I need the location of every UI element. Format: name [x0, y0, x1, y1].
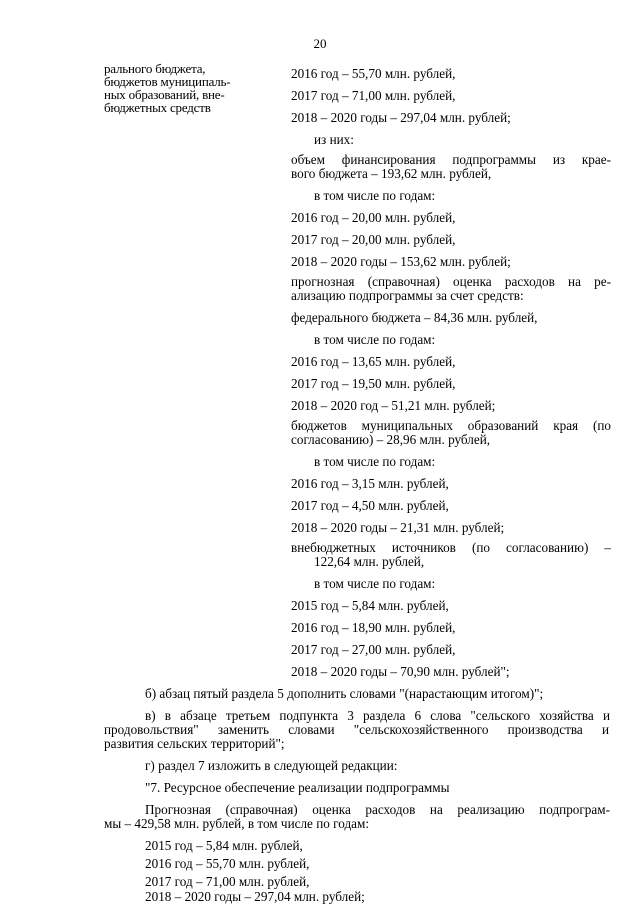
paragraph-line: г) раздел 7 изложить в следующей редакции: — [145, 758, 398, 773]
funding-line: внебюджетных источников (по согласованию) – — [291, 540, 611, 555]
funding-line: согласованию) – 28,96 млн. рублей, — [291, 432, 491, 447]
funding-line: 2017 год – 20,00 млн. рублей, — [291, 232, 456, 247]
funding-line: федерального бюджета – 84,36 млн. рублей, — [291, 310, 538, 325]
paragraph-line: Прогнозная (справочная) оценка расходов на реализацию подпрограм- — [145, 802, 610, 817]
funding-line: объем финансирования подпрограммы из крае- — [291, 152, 611, 167]
funding-line: 2016 год – 13,65 млн. рублей, — [291, 354, 456, 369]
funding-line: 122,64 млн. рублей, — [314, 554, 425, 569]
funding-line: 2016 год – 20,00 млн. рублей, — [291, 210, 456, 225]
paragraph-line: в) в абзаце третьем подпункта 3 раздела 6 слова "сельского хозяйства и — [145, 708, 610, 723]
left-cell-line: бюджетных средств — [104, 100, 211, 115]
paragraph-line: 2016 год – 55,70 млн. рублей, — [145, 856, 310, 871]
funding-line: 2018 – 2020 годы – 70,90 млн. рублей"; — [291, 664, 510, 679]
funding-line: бюджетов муниципальных образований края (по — [291, 418, 611, 433]
passport-left-cell — [104, 62, 254, 114]
funding-line: 2016 год – 55,70 млн. рублей, — [291, 66, 456, 81]
funding-line: 2016 год – 3,15 млн. рублей, — [291, 476, 449, 491]
funding-line: в том числе по годам: — [314, 454, 436, 469]
paragraph-line: 2018 – 2020 годы – 297,04 млн. рублей; — [145, 889, 365, 904]
funding-line: 2015 год – 5,84 млн. рублей, — [291, 598, 449, 613]
funding-line: 2018 – 2020 годы – 153,62 млн. рублей; — [291, 254, 511, 269]
funding-line: 2016 год – 18,90 млн. рублей, — [291, 620, 456, 635]
funding-line: 2017 год – 4,50 млн. рублей, — [291, 498, 449, 513]
paragraph-line: 2015 год – 5,84 млн. рублей, — [145, 838, 303, 853]
left-cell-line: ных образований, вне- — [104, 87, 225, 102]
funding-line: 2018 – 2020 годы – 21,31 млн. рублей; — [291, 520, 505, 535]
left-cell-line: рального бюджета, — [104, 61, 206, 76]
funding-line: в том числе по годам: — [314, 188, 436, 203]
funding-line: в том числе по годам: — [314, 332, 436, 347]
paragraph-line: развития сельских территорий"; — [104, 736, 285, 751]
section-heading: "7. Ресурсное обеспечение реализации подпрограммы — [145, 780, 450, 795]
funding-line: 2017 год – 19,50 млн. рублей, — [291, 376, 456, 391]
paragraph-line: б) абзац пятый раздела 5 дополнить словами "(нарастающим итогом)"; — [145, 686, 544, 701]
funding-line: прогнозная (справочная) оценка расходов на ре- — [291, 274, 611, 289]
funding-line: 2017 год – 27,00 млн. рублей, — [291, 642, 456, 657]
funding-line: вого бюджета – 193,62 млн. рублей, — [291, 166, 492, 181]
page-number: 20 — [313, 36, 327, 51]
funding-line: 2018 – 2020 годы – 297,04 млн. рублей; — [291, 110, 511, 125]
funding-line: в том числе по годам: — [314, 576, 436, 591]
funding-line: ализацию подпрограммы за счет средств: — [291, 288, 524, 303]
left-cell-line: бюджетов муниципаль- — [104, 74, 231, 89]
paragraph-line: мы – 429,58 млн. рублей, в том числе по годам: — [104, 816, 370, 831]
funding-line: из них: — [314, 132, 354, 147]
paragraph-line: продовольствия" заменить словами "сельскохозяйственного производства и — [104, 722, 609, 737]
funding-line: 2018 – 2020 год – 51,21 млн. рублей; — [291, 398, 496, 413]
paragraph-line: 2017 год – 71,00 млн. рублей, — [145, 874, 310, 889]
funding-line: 2017 год – 71,00 млн. рублей, — [291, 88, 456, 103]
